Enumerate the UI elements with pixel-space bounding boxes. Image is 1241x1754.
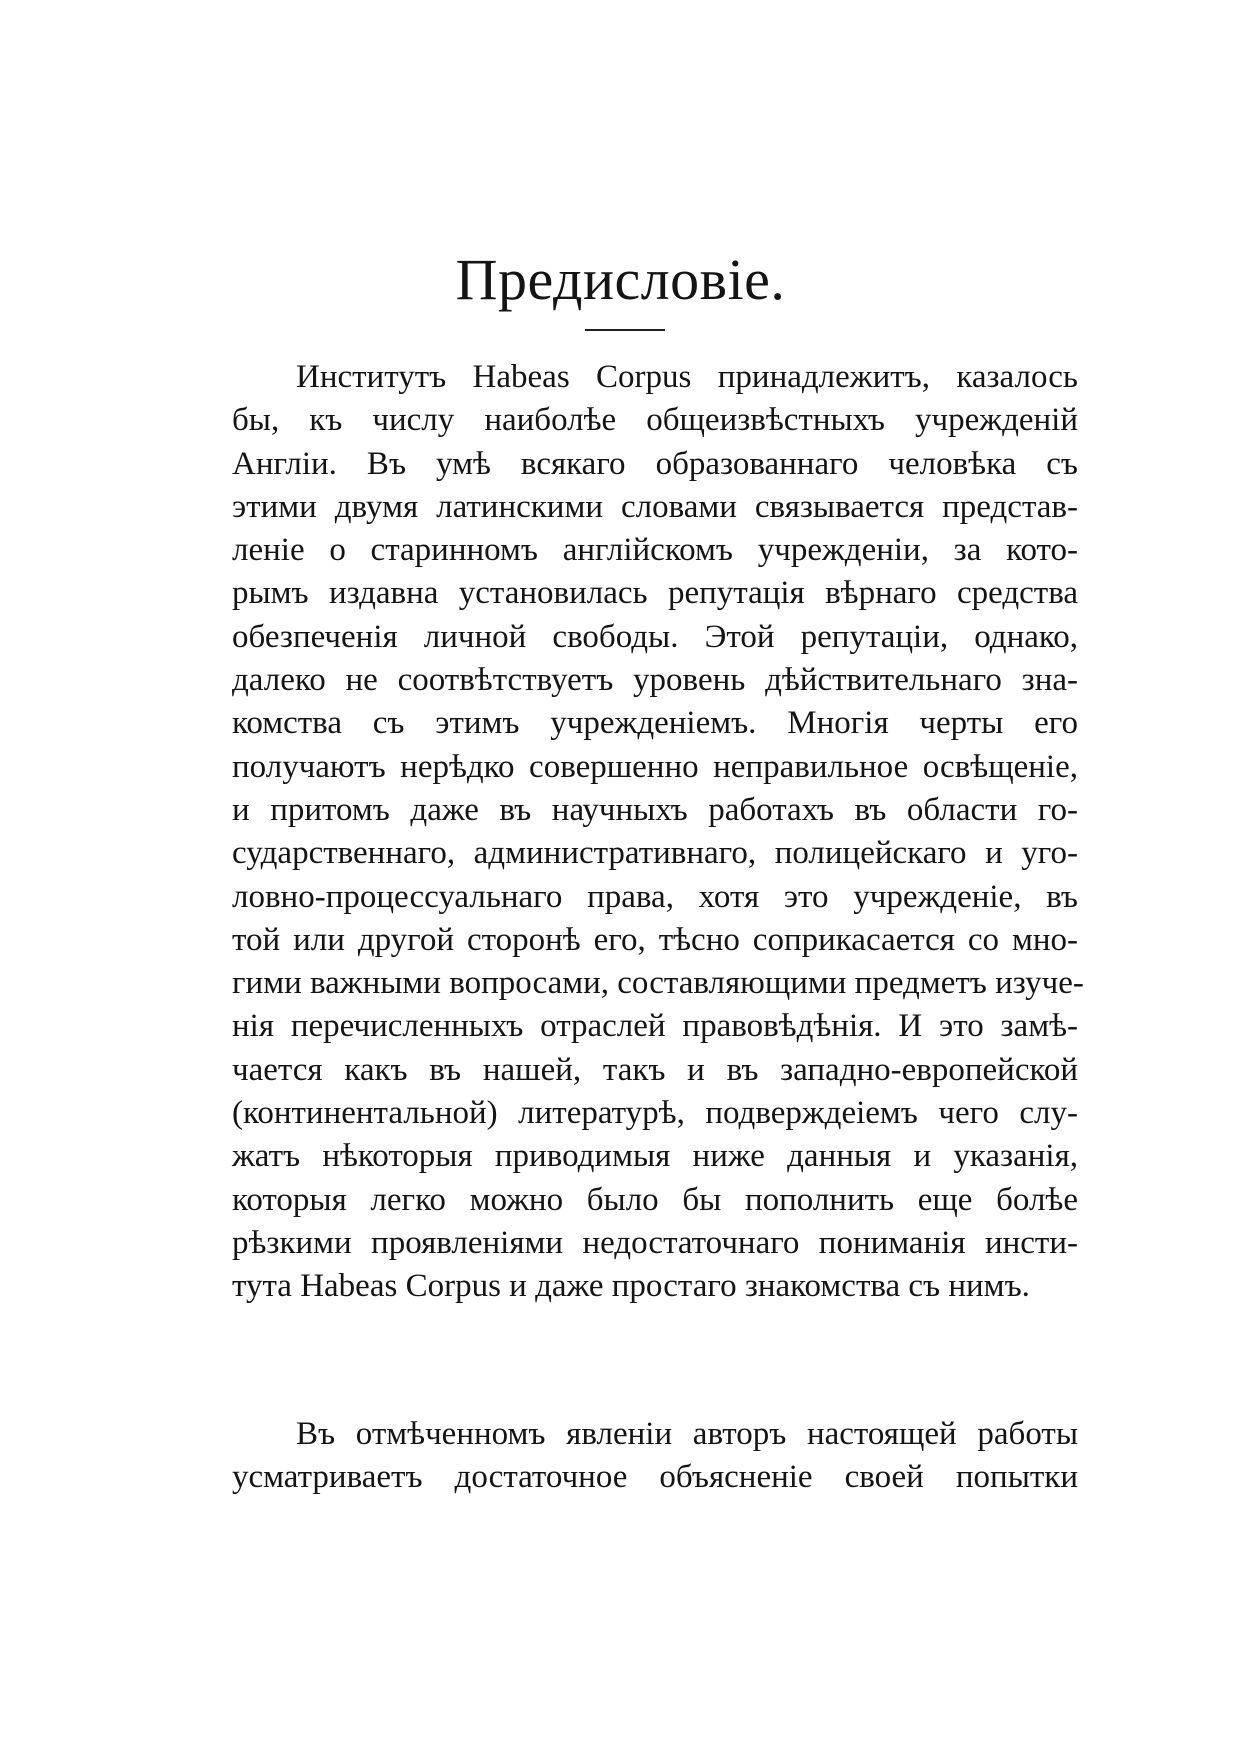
text-line: и притомъ даже въ научныхъ работахъ въ области го- [232,791,1078,828]
text-line: той или другой сторонѣ его, тѣсно соприкасается со мно- [232,921,1078,958]
page-title: Предисловіе. [455,247,786,312]
text-line: рымъ издавна установилась репутація вѣрнаго средства [232,575,1078,612]
text-line: усматриваетъ достаточное объясненіе своей попытки [232,1459,1078,1496]
text-line: сударственнаго, административнаго, полицейскаго и уго- [232,835,1078,872]
text-line: бы, къ числу наиболѣе общеизвѣстныхъ учрежденій [232,402,1078,439]
text-line: обезпеченія личной свободы. Этой репутаціи, однако, [232,618,1078,655]
paragraph-2 [168,1413,1078,1500]
text-line: тута Habeas Corpus и даже простаго знакомства съ нимъ. [232,1268,1030,1305]
text-line: гими важными вопросами, составляющими предметъ изуче- [232,965,1084,1002]
text-line: чается какъ въ нашей, такъ и въ западно-европейской [232,1051,1078,1088]
paragraph-1 [168,356,1084,1309]
text-line: которыя легко можно было бы пополнить еще болѣе [232,1181,1078,1218]
text-line: Институтъ Habeas Corpus принадлежитъ, казалось [296,359,1078,395]
text-line: (континентальной) литературѣ, подверждеіемъ чего слу- [232,1095,1078,1132]
title-divider [585,329,665,331]
text-line: Въ отмѣченномъ явленіи авторъ настоящей работы [296,1416,1078,1452]
text-line: комства съ этимъ учрежденіемъ. Многія черты его [232,705,1078,742]
text-line: этими двумя латинскими словами связывается представ- [232,488,1078,525]
text-line: рѣзкими проявленіями недостаточнаго пониманія инсти- [232,1224,1078,1261]
text-line: жатъ нѣкоторыя приводимыя ниже данныя и указанія, [232,1138,1078,1175]
text-line: ловно-процессуальнаго права, хотя это учрежденіе, въ [232,878,1078,915]
text-line: Англіи. Въ умѣ всякаго образованнаго человѣка съ [232,445,1078,482]
text-line: получаютъ нерѣдко совершенно неправильное освѣщеніе, [232,748,1078,785]
text-line: леніе о старинномъ англійскомъ учрежденіи, за кото- [232,532,1078,569]
text-line: нія перечисленныхъ отраслей правовѣдѣнія. И это замѣ- [232,1008,1078,1045]
text-line: далеко не соотвѣтствуетъ уровень дѣйствительнаго зна- [232,662,1078,699]
